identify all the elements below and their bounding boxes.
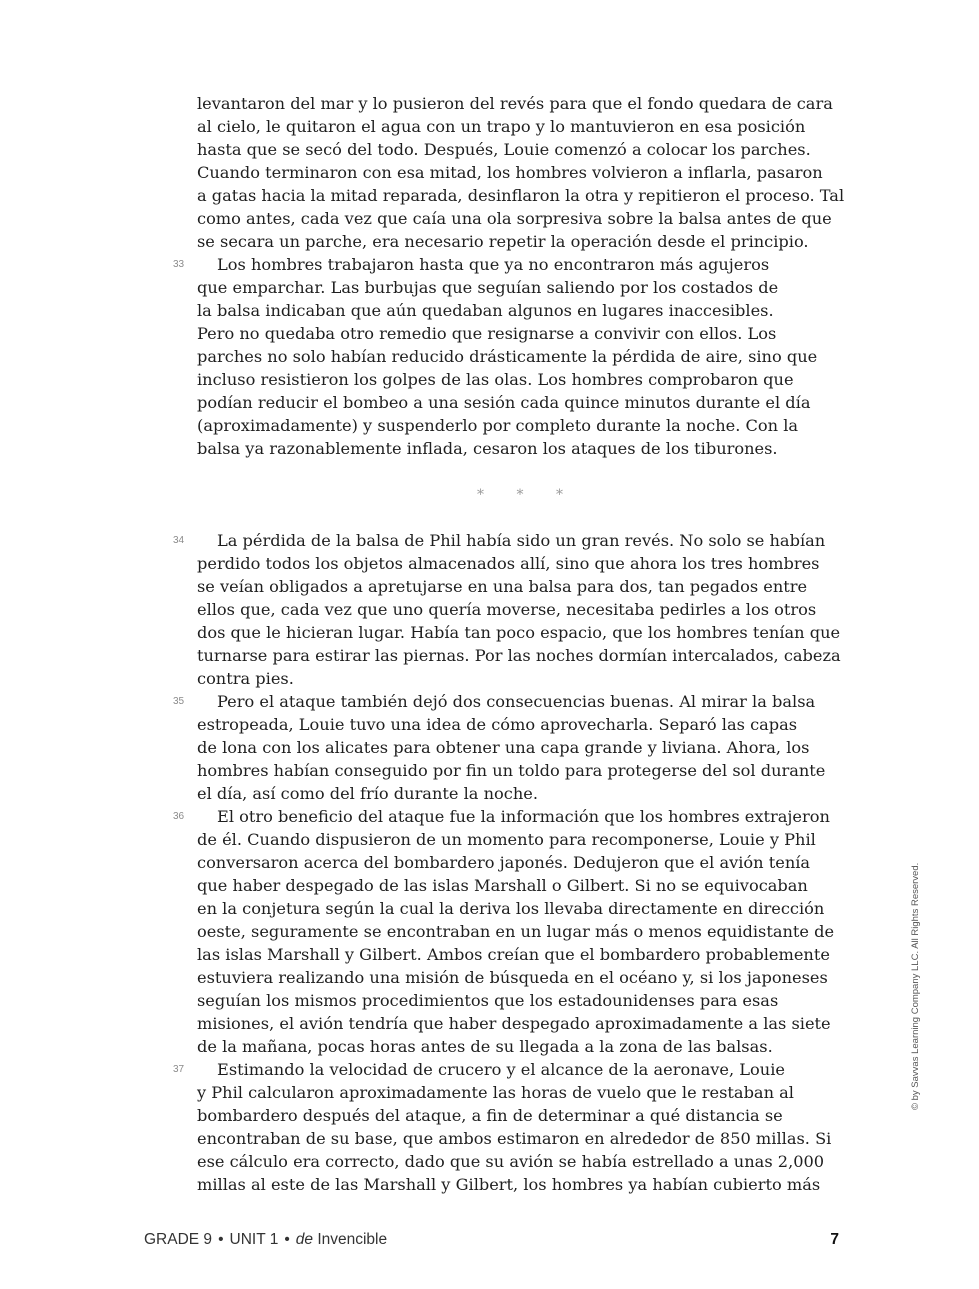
line-text: contra pies. <box>197 669 294 688</box>
paragraph <box>173 253 818 460</box>
paragraph-number: 37 <box>173 1064 185 1075</box>
page-number: 7 <box>830 1231 839 1248</box>
line-text: las islas Marshall y Gilbert. Ambos creían que el bombardero probablemente <box>197 945 830 964</box>
text-line <box>197 621 841 644</box>
line-text: Cuando terminaron con esa mitad, los hombres volvieron a inflarla, pasaron <box>197 163 823 182</box>
text-line <box>173 690 816 713</box>
footer-source-title: Invencible <box>317 1231 388 1248</box>
text-line <box>173 805 830 828</box>
text-line <box>197 667 797 690</box>
text-line <box>197 92 833 115</box>
line-text: El otro beneficio del ataque fue la información que los hombres extrajeron <box>217 807 830 826</box>
text-line <box>197 207 832 230</box>
text-line <box>197 138 811 161</box>
paragraph <box>173 690 826 805</box>
line-text: en la conjetura según la cual la deriva los llevaba directamente en dirección <box>197 899 825 918</box>
text-line <box>197 437 797 460</box>
line-text: hasta que se secó del todo. Después, Louie comenzó a colocar los parches. <box>197 140 811 159</box>
line-text: parches no solo habían reducido drásticamente la pérdida de aire, sino que <box>197 347 818 366</box>
text-line <box>197 184 845 207</box>
paragraph-number: 33 <box>173 259 185 270</box>
text-line <box>197 1035 797 1058</box>
paragraph <box>173 805 835 1058</box>
text-line <box>173 529 826 552</box>
line-text: podían reducir el bombeo a una sesión cada quince minutos durante el día <box>197 393 811 412</box>
text-line <box>197 161 823 184</box>
paragraph-number: 34 <box>173 535 185 546</box>
line-text: ellos que, cada vez que uno quería moverse, necesitaba pedirles a los otros <box>197 600 817 619</box>
line-text: levantaron del mar y lo pusieron del revés para que el fondo quedara de cara <box>197 94 833 113</box>
text-line <box>197 1150 825 1173</box>
text-line <box>197 1012 831 1035</box>
text-line <box>197 897 825 920</box>
text-line <box>197 552 820 575</box>
text-line <box>197 644 841 667</box>
line-text: de la mañana, pocas horas antes de su llegada a la zona de las balsas. <box>197 1037 773 1056</box>
text-line <box>197 966 828 989</box>
line-text: a gatas hacia la mitad reparada, desinflaron la otra y repitieron el proceso. Tal <box>197 186 845 205</box>
line-text: que haber despegado de las islas Marshall o Gilbert. Si no se equivocaban <box>197 876 808 895</box>
text-line <box>197 851 811 874</box>
text-line <box>197 276 797 299</box>
footer-source-prefix: de <box>295 1231 313 1248</box>
paragraph-number: 36 <box>173 811 185 822</box>
text-line <box>197 414 797 437</box>
line-text: se secara un parche, era necesario repetir la operación desde el principio. <box>197 232 809 251</box>
footer-bullet: • <box>284 1231 290 1248</box>
line-text: de él. Cuando dispusieron de un momento para recomponerse, Louie y Phil <box>197 830 816 849</box>
text-line <box>197 989 797 1012</box>
text-line <box>197 368 797 391</box>
text-line <box>173 1058 797 1081</box>
line-text: Pero el ataque también dejó dos consecuencias buenas. Al mirar la balsa <box>217 692 816 711</box>
footer-bullet: • <box>218 1231 224 1248</box>
text-line <box>197 713 797 736</box>
line-text: el día, así como del frío durante la noche. <box>197 784 538 803</box>
text-line <box>197 920 835 943</box>
line-text: Estimando la velocidad de crucero y el alcance de la aeronave, Louie <box>217 1060 785 1079</box>
text-line <box>197 299 797 322</box>
line-text: la balsa indicaban que aún quedaban algunos en lugares inaccesibles. <box>197 301 774 320</box>
text-line <box>197 943 830 966</box>
section-separator: * * * <box>477 486 577 503</box>
text-line <box>197 736 810 759</box>
line-text: balsa ya razonablemente inflada, cesaron los ataques de los tiburones. <box>197 439 778 458</box>
line-text: estropeada, Louie tuvo una idea de cómo aprovecharla. Separó las capas <box>197 715 798 734</box>
text-line <box>197 575 808 598</box>
line-text: oeste, seguramente se encontraban en un lugar más o menos equidistante de <box>197 922 835 941</box>
text-line <box>197 1104 797 1127</box>
line-text: perdido todos los objetos almacenados allí, sino que ahora los tres hombres <box>197 554 820 573</box>
line-text: bombardero después del ataque, a fin de determinar a qué distancia se <box>197 1106 783 1125</box>
line-text: de lona con los alicates para obtener una capa grande y liviana. Ahora, los <box>197 738 810 757</box>
copyright-notice: © by Savvas Learning Company LLC. All Rights Reserved. <box>910 862 921 1110</box>
paragraphs-after-separator <box>173 529 841 1196</box>
line-text: millas al este de las Marshall y Gilbert, los hombres ya habían cubierto más <box>197 1175 821 1194</box>
line-text: al cielo, le quitaron el agua con un trapo y lo mantuvieron en esa posición <box>197 117 806 136</box>
line-text: y Phil calcularon aproximadamente las horas de vuelo que le restaban al <box>197 1083 794 1102</box>
line-text: Pero no quedaba otro remedio que resignarse a convivir con ellos. Los <box>197 324 777 343</box>
footer-unit: UNIT 1 <box>229 1231 279 1248</box>
line-text: turnarse para estirar las piernas. Por las noches dormían intercalados, cabeza <box>197 646 841 665</box>
page-footer <box>144 1231 839 1253</box>
paragraph <box>197 92 845 253</box>
text-line <box>197 598 817 621</box>
line-text: Los hombres trabajaron hasta que ya no encontraron más agujeros <box>217 255 770 274</box>
line-text: hombres habían conseguido por fin un toldo para protegerse del sol durante <box>197 761 826 780</box>
line-text: encontraban de su base, que ambos estimaron en alrededor de 850 millas. Si <box>197 1129 832 1148</box>
text-line <box>197 828 816 851</box>
line-text: La pérdida de la balsa de Phil había sido un gran revés. No solo se habían <box>217 531 826 550</box>
paragraph <box>173 529 841 690</box>
text-line <box>197 782 797 805</box>
line-text: (aproximadamente) y suspenderlo por completo durante la noche. Con la <box>197 416 799 435</box>
line-text: misiones, el avión tendría que haber despegado aproximadamente a las siete <box>197 1014 831 1033</box>
line-text: dos que le hicieran lugar. Había tan poco espacio, que los hombres tenían que <box>197 623 841 642</box>
text-line <box>197 759 826 782</box>
line-text: seguían los mismos procedimientos que los estadounidenses para esas <box>197 991 779 1010</box>
text-line <box>197 1081 797 1104</box>
text-line <box>197 322 797 345</box>
text-line <box>197 1173 821 1196</box>
line-text: conversaron acerca del bombardero japonés. Dedujeron que el avión tenía <box>197 853 811 872</box>
line-text: incluso resistieron los golpes de las olas. Los hombres comprobaron que <box>197 370 794 389</box>
footer-grade: GRADE 9 <box>144 1231 213 1248</box>
paragraphs-before-separator <box>173 92 845 460</box>
paragraph-number: 35 <box>173 696 185 707</box>
text-line <box>197 874 808 897</box>
text-line <box>197 1127 832 1150</box>
text-line <box>173 253 797 276</box>
footer-course-info <box>144 1231 387 1249</box>
line-text: como antes, cada vez que caía una ola sorpresiva sobre la balsa antes de que <box>197 209 832 228</box>
article-body <box>173 92 845 1196</box>
line-text: estuviera realizando una misión de búsqueda en el océano y, si los japoneses <box>197 968 828 987</box>
line-text: se veían obligados a apretujarse en una balsa para dos, tan pegados entre <box>197 577 808 596</box>
line-text: que emparchar. Las burbujas que seguían saliendo por los costados de <box>197 278 779 297</box>
text-line <box>197 230 809 253</box>
paragraph <box>173 1058 832 1196</box>
text-line <box>197 115 806 138</box>
text-line <box>197 391 811 414</box>
text-line <box>197 345 818 368</box>
line-text: ese cálculo era correcto, dado que su avión se había estrellado a unas 2,000 <box>197 1152 825 1171</box>
